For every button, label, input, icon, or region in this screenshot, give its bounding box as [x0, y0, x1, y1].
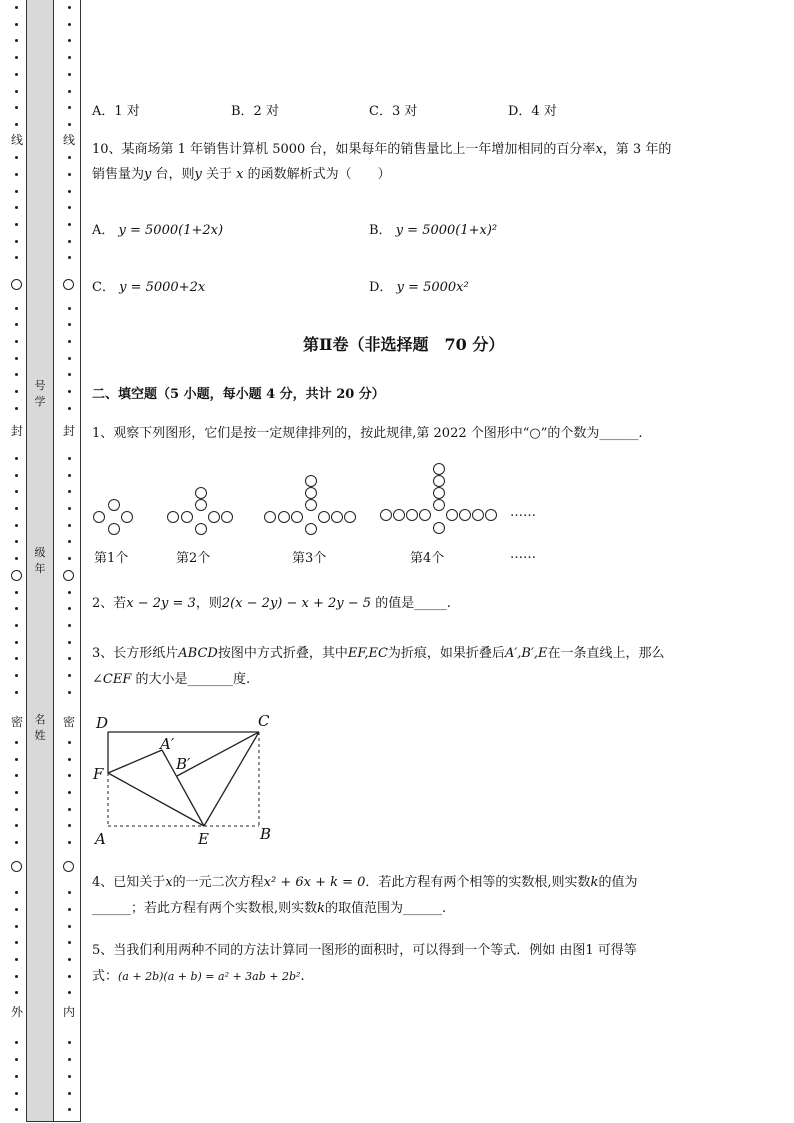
dot: [15, 307, 18, 310]
dot: [68, 507, 71, 510]
dot: [15, 507, 18, 510]
circle-icon: [485, 509, 497, 521]
circle-icon: [208, 511, 220, 523]
dot: [68, 223, 71, 226]
label-d: D: [96, 714, 109, 732]
right-ring-icon: [63, 570, 74, 581]
binding-inner-line: [80, 0, 81, 1122]
dot: [68, 307, 71, 310]
dot: [15, 540, 18, 543]
dot: [15, 323, 18, 326]
dot: [15, 23, 18, 26]
q3-fold-diagram: [90, 708, 280, 853]
dot: [15, 1092, 18, 1095]
q4-stem-line1: 4、已知关于x的一元二次方程x² + 6x + k = 0．若此方程有两个相等的实数根,则实数k的值为: [92, 875, 638, 890]
dot: [15, 674, 18, 677]
q10-stem-line1: 10、某商场第 1 年销售计算机 5000 台，如果每年的销售量比上一年增加相同的百分率x，第 3 年的: [92, 142, 672, 157]
dot: [15, 758, 18, 761]
circle-icon: [344, 511, 356, 523]
circle-icon: [433, 499, 445, 511]
dot: [68, 1075, 71, 1078]
dot: [68, 390, 71, 393]
dot: [15, 975, 18, 978]
label-b-prime: B′: [176, 755, 191, 773]
dot: [68, 841, 71, 844]
circle-icon: [433, 522, 445, 534]
dot: [15, 56, 18, 59]
dot: [68, 657, 71, 660]
dot: [15, 123, 18, 126]
dot: [68, 741, 71, 744]
circle-icon: [305, 523, 317, 535]
dot: [68, 991, 71, 994]
label-b: B: [260, 825, 272, 843]
student-id-label: 号 学: [34, 379, 46, 408]
circle-icon: [459, 509, 471, 521]
q1-stem: 1、观察下列图形，它们是按一定规律排列的，按此规律,第 2022 个图形中“○”的个数为______.: [92, 426, 643, 441]
dot: [15, 1058, 18, 1061]
dot: [15, 557, 18, 560]
dot: [68, 256, 71, 259]
circle-icon: [278, 511, 290, 523]
circle-icon: [221, 511, 233, 523]
dot: [15, 90, 18, 93]
dot: [15, 991, 18, 994]
circle-icon: [318, 511, 330, 523]
dot: [68, 941, 71, 944]
left-ring-icon: [11, 861, 22, 872]
q9-option-a[interactable]: A．1 对: [92, 104, 140, 119]
dot: [15, 908, 18, 911]
right-seal-mark-feng: 封: [62, 424, 75, 438]
dot: [68, 190, 71, 193]
circle-icon: [433, 463, 445, 475]
dot: [15, 1075, 18, 1078]
dot: [68, 6, 71, 9]
dot: [15, 741, 18, 744]
dot: [68, 340, 71, 343]
dot: [68, 624, 71, 627]
dot: [68, 407, 71, 410]
dot: [15, 774, 18, 777]
q9-option-c[interactable]: C．3 对: [369, 104, 418, 119]
dot: [68, 474, 71, 477]
dot: [68, 23, 71, 26]
dot: [68, 758, 71, 761]
q3-stem-line2: ∠CEF 的大小是_______度.: [92, 672, 251, 687]
q10-stem-line2: 销售量为y 台，则y 关于 x 的函数解析式为（ ）: [92, 167, 391, 182]
dot: [15, 841, 18, 844]
q9-option-d[interactable]: D．4 对: [508, 104, 557, 119]
grade-label: 级 年: [34, 546, 46, 575]
dot: [68, 607, 71, 610]
right-seal-mark-mi: 密: [62, 715, 75, 729]
dot: [68, 206, 71, 209]
q9-option-b[interactable]: B．2 对: [231, 104, 279, 119]
dot: [15, 824, 18, 827]
label-a-prime: A′: [160, 735, 175, 753]
dot: [15, 256, 18, 259]
right-ring-icon: [63, 861, 74, 872]
q10-option-d[interactable]: D． y = 5000x²: [369, 280, 469, 295]
circle-icon: [291, 511, 303, 523]
dot: [68, 891, 71, 894]
q1-caption-3: 第3个: [292, 551, 327, 566]
circle-icon: [181, 511, 193, 523]
dot: [15, 958, 18, 961]
dot: [68, 240, 71, 243]
q1-caption-ellipsis: ……: [510, 547, 536, 562]
fold-fa1: [108, 750, 162, 773]
left-seal-mark-xian: 线: [10, 133, 23, 147]
q5-stem-line2: 式：(a + 2b)(a + b) = a² + 3ab + 2b².: [92, 969, 305, 984]
circle-icon: [380, 509, 392, 521]
dot: [68, 540, 71, 543]
dot: [68, 123, 71, 126]
label-f: F: [93, 765, 104, 783]
circle-icon: [195, 487, 207, 499]
dot: [68, 373, 71, 376]
right-ring-icon: [63, 279, 74, 290]
dot: [15, 73, 18, 76]
name-label: 名 姓: [34, 713, 46, 742]
label-c: C: [258, 712, 270, 730]
dot: [68, 641, 71, 644]
dot: [68, 106, 71, 109]
circle-icon: [393, 509, 405, 521]
part2-title: 第Ⅱ卷（非选择题 70 分）: [303, 335, 505, 354]
q10-option-a[interactable]: A． y = 5000(1+2x): [92, 223, 224, 238]
right-seal-mark-xian: 线: [62, 133, 75, 147]
dot: [15, 1041, 18, 1044]
circle-icon: [108, 499, 120, 511]
dot: [15, 524, 18, 527]
dot: [15, 808, 18, 811]
dot: [68, 90, 71, 93]
circle-icon: [264, 511, 276, 523]
circle-icon: [472, 509, 484, 521]
circle-icon: [305, 499, 317, 511]
dot: [68, 1092, 71, 1095]
dot: [15, 373, 18, 376]
q1-figure-ellipsis: ……: [510, 505, 536, 520]
dot: [15, 173, 18, 176]
dot: [15, 240, 18, 243]
q10-option-c[interactable]: C． y = 5000+2x: [92, 280, 206, 295]
dot: [15, 340, 18, 343]
left-seal-mark-wai: 外: [10, 1005, 23, 1019]
dot: [15, 106, 18, 109]
dot: [68, 958, 71, 961]
dot: [68, 824, 71, 827]
dot: [15, 591, 18, 594]
dot: [68, 323, 71, 326]
dot: [68, 1108, 71, 1111]
dot: [68, 490, 71, 493]
q2-stem: 2、若x − 2y = 3，则2(x − 2y) − x + 2y − 5 的值是_____.: [92, 596, 451, 611]
label-a: A: [95, 830, 106, 848]
dot: [15, 223, 18, 226]
dot: [15, 891, 18, 894]
dot: [15, 624, 18, 627]
dot: [15, 390, 18, 393]
circle-icon: [108, 523, 120, 535]
circle-icon: [433, 487, 445, 499]
dot: [15, 474, 18, 477]
dot: [15, 657, 18, 660]
left-ring-icon: [11, 279, 22, 290]
dot: [68, 39, 71, 42]
q3-stem-line1: 3、长方形纸片ABCD按图中方式折叠，其中EF,EC为折痕，如果折叠后A′,B′,E在一条直线上，那么: [92, 646, 665, 661]
dot: [68, 691, 71, 694]
dot: [68, 557, 71, 560]
dot: [68, 674, 71, 677]
left-ring-icon: [11, 570, 22, 581]
dot: [15, 791, 18, 794]
q1-caption-2: 第2个: [176, 551, 211, 566]
right-seal-mark-nei: 内: [62, 1005, 75, 1019]
q10-option-b[interactable]: B． y = 5000(1+x)²: [369, 223, 498, 238]
dot: [68, 73, 71, 76]
circle-icon: [121, 511, 133, 523]
dot: [15, 190, 18, 193]
dot: [68, 1058, 71, 1061]
dot: [68, 1041, 71, 1044]
circle-icon: [195, 523, 207, 535]
dot: [15, 1108, 18, 1111]
dot: [15, 691, 18, 694]
dot: [15, 457, 18, 460]
circle-icon: [305, 487, 317, 499]
dot: [15, 156, 18, 159]
circle-icon: [433, 475, 445, 487]
circle-icon: [93, 511, 105, 523]
dot: [68, 791, 71, 794]
q1-caption-4: 第4个: [410, 551, 445, 566]
dot: [15, 941, 18, 944]
dot: [15, 407, 18, 410]
dot: [15, 607, 18, 610]
circle-icon: [406, 509, 418, 521]
dot: [68, 56, 71, 59]
dot: [15, 357, 18, 360]
left-seal-mark-feng: 封: [10, 424, 23, 438]
dot: [15, 39, 18, 42]
right-dot-column: [63, 0, 75, 1123]
dot: [68, 156, 71, 159]
circle-icon: [167, 511, 179, 523]
dot: [68, 808, 71, 811]
dot: [68, 925, 71, 928]
dot: [68, 908, 71, 911]
label-e: E: [198, 830, 209, 848]
q4-stem-line2: ______；若此方程有两个实数根,则实数k的取值范围为______.: [92, 901, 447, 916]
dot: [15, 925, 18, 928]
left-seal-mark-mi: 密: [10, 715, 23, 729]
circle-icon: [446, 509, 458, 521]
dot: [15, 206, 18, 209]
circle-icon: [195, 499, 207, 511]
circle-icon: [305, 475, 317, 487]
section2-heading: 二、填空题（5 小题，每小题 4 分，共计 20 分）: [92, 387, 385, 402]
circle-icon: [331, 511, 343, 523]
dot: [68, 357, 71, 360]
q1-caption-1: 第1个: [94, 551, 129, 566]
dot: [15, 641, 18, 644]
dot: [68, 173, 71, 176]
dot: [15, 6, 18, 9]
dot: [68, 524, 71, 527]
left-dot-column: [10, 0, 22, 1123]
dot: [15, 490, 18, 493]
dot: [68, 457, 71, 460]
circle-icon: [419, 509, 431, 521]
dot: [68, 975, 71, 978]
dot: [68, 591, 71, 594]
q5-stem-line1: 5、当我们利用两种不同的方法计算同一图形的面积时，可以得到一个等式．例如 由图1 可得等: [92, 943, 637, 958]
dot: [68, 774, 71, 777]
